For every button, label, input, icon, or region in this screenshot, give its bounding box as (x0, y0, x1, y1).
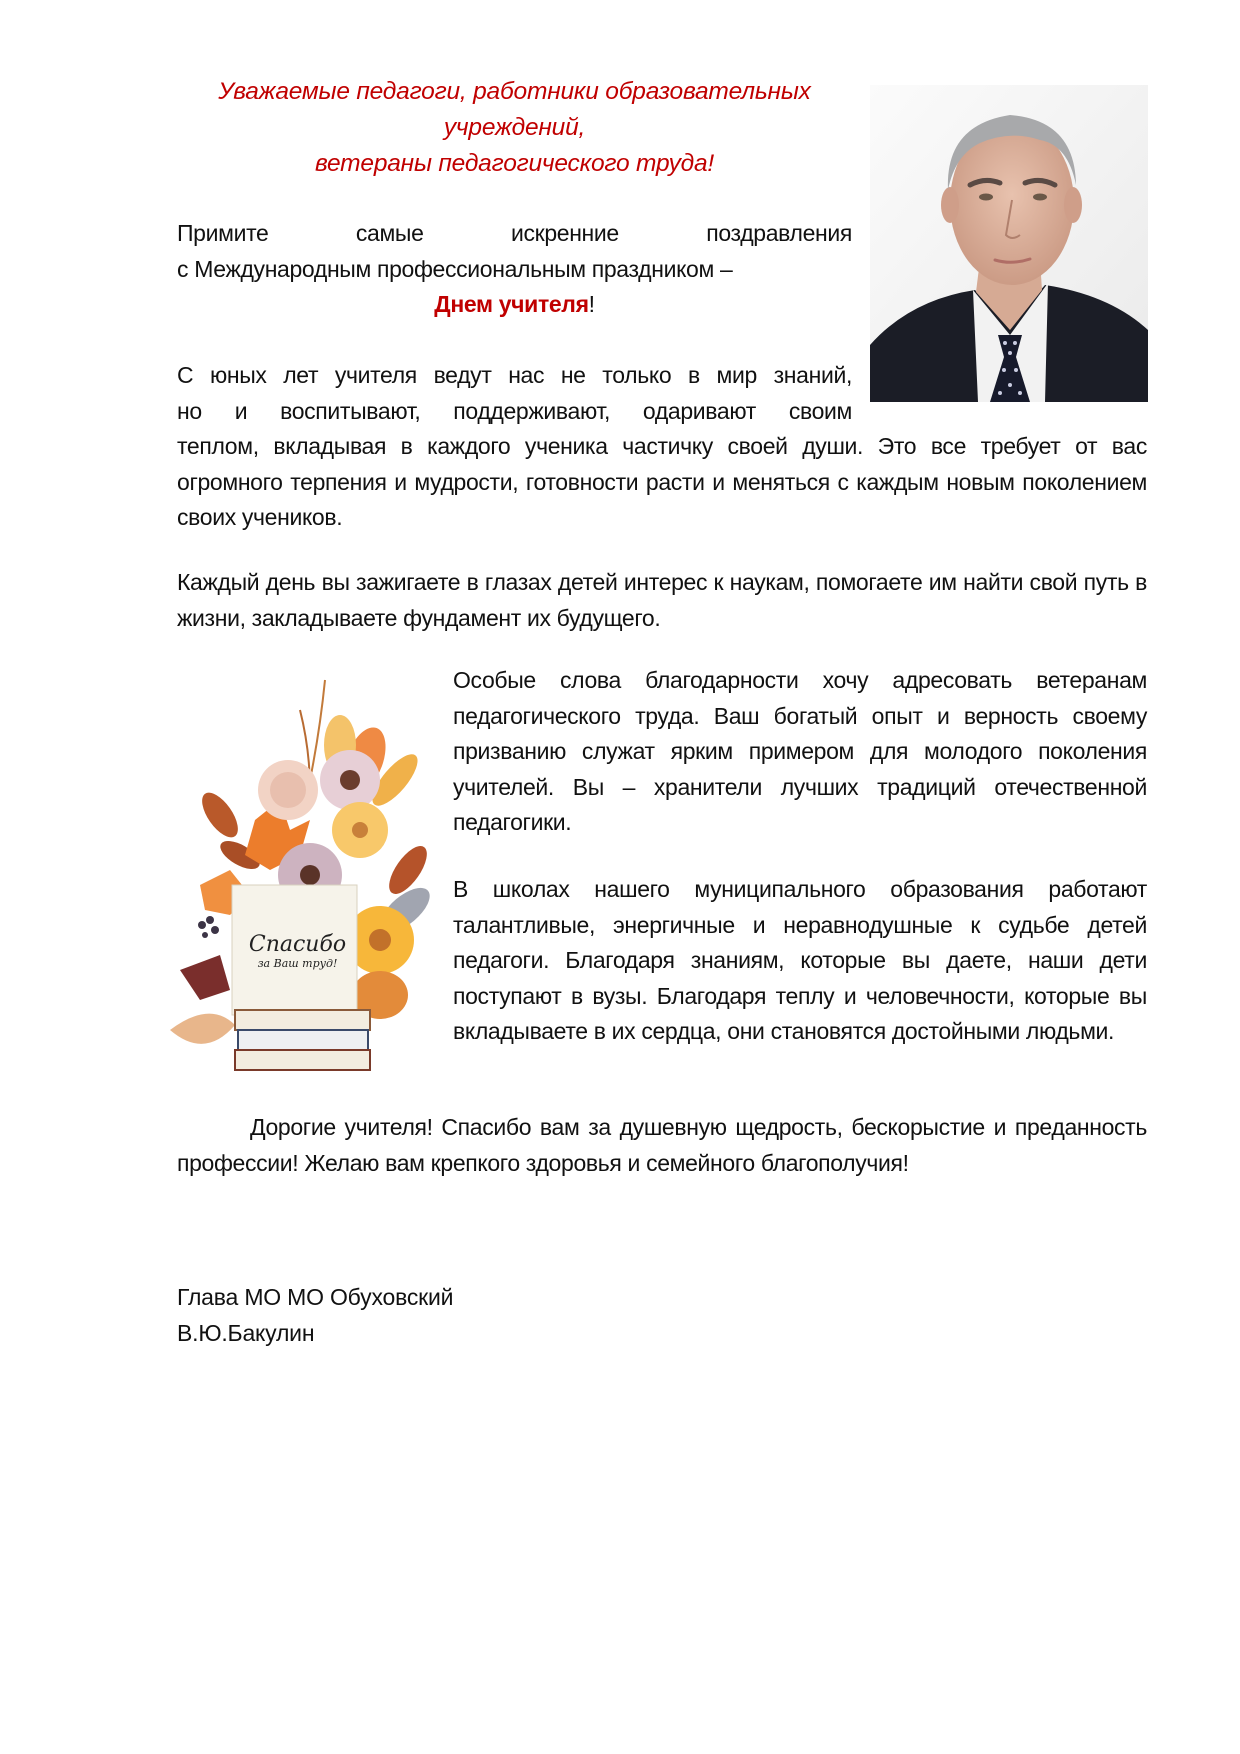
heading-line-2: учреждений, (443, 114, 586, 141)
signature-title: Глава МО МО Обуховский (177, 1284, 454, 1310)
card-line-2: за Ваш труд! (257, 957, 338, 970)
intro-line-2: с Международным профессиональным праздником – (177, 255, 733, 282)
holiday-name: Днем учителя (434, 291, 589, 317)
intro-line-3 (177, 287, 852, 323)
autumn-bouquet-books-icon (160, 670, 432, 1085)
holiday-exclamation: ! (588, 291, 595, 317)
paragraph-1-rest: теплом, вкладывая в каждого ученика частичку своей души. Это все требует от вас огромного терпения и мудрости, готовности расти и меняться с каждым новым поколением своих учеников. (177, 433, 1147, 530)
closing-paragraph: Дорогие учителя! Спасибо вам за душевную щедрость, бескорыстие и преданность профессии! Желаю вам крепкого здоровья и семейного благополучия! (177, 1114, 1147, 1176)
heading-line-1: Уважаемые педагоги, работники образовательных (218, 78, 811, 105)
signature-block (177, 1280, 453, 1351)
intro-line-1: Примите самые искренние поздравления (177, 220, 852, 246)
portrait-illustration (870, 85, 1148, 402)
paragraph-1 (177, 358, 1147, 536)
card-line-1: Спасибо (248, 932, 347, 957)
congratulation-intro (177, 216, 852, 323)
portrait-photo (870, 85, 1148, 402)
illustration-card-text (240, 933, 355, 971)
paragraph-4: В школах нашего муниципального образования работают талантливые, энергичные и неравнодушные к судьбе детей педагоги. Благодаря знаниям, которые вы даете, наши дети поступают в вузы. Благодаря теплу и человечности, которые вы вкладываете в их сердца, они становятся достойными людьми. (453, 876, 1147, 1044)
paragraph-3: Особые слова благодарности хочу адресовать ветеранам педагогического труда. Ваш богатый опыт и верность своему призванию служат ярким примером для молодого поколения учителей. Вы – хранители лучших традиций отечественной педагогики. (453, 667, 1147, 835)
paragraph-1-line-2: но и воспитывают, поддерживают, одаривают своим (177, 397, 852, 424)
paragraph-2: Каждый день вы зажигаете в глазах детей интерес к наукам, помогаете им найти свой путь в жизни, закладываете фундамент их будущего. (177, 569, 1147, 631)
paragraph-1-line-1: С юных лет учителя ведут нас не только в мир знаний, (177, 362, 852, 388)
thank-you-illustration (160, 670, 432, 1085)
signature-name: В.Ю.Бакулин (177, 1319, 315, 1346)
heading-line-3: ветераны педагогического труда! (314, 150, 715, 177)
greeting-heading (177, 74, 852, 182)
